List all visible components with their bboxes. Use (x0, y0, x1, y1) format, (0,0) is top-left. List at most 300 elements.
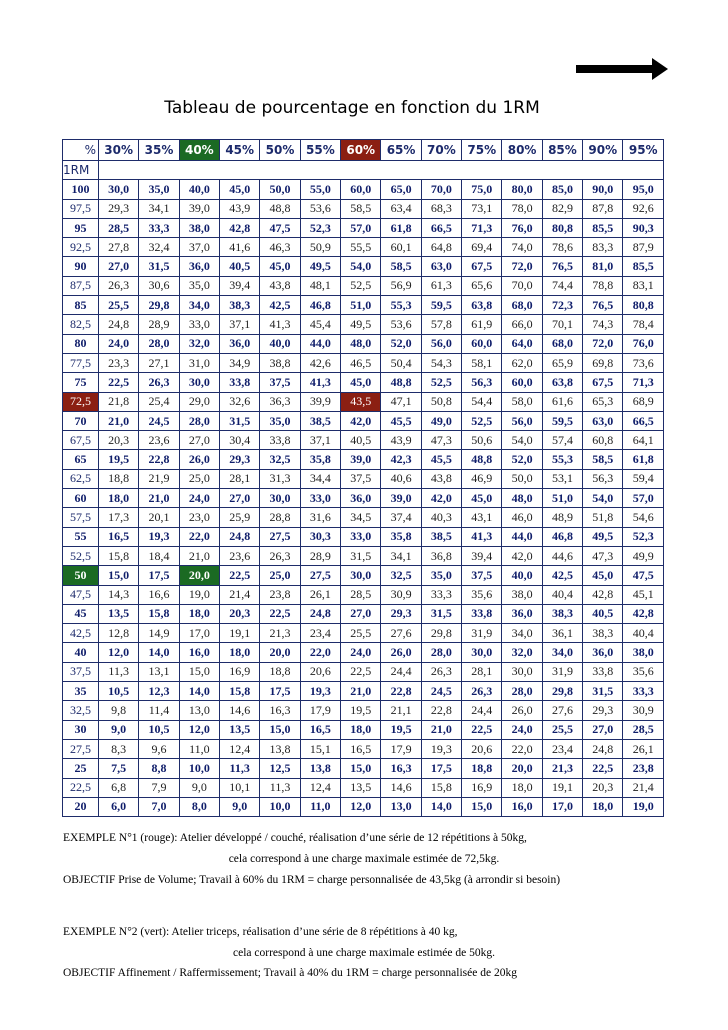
load-value: 47,5 (623, 566, 664, 585)
load-value: 50,6 (462, 431, 502, 450)
load-value: 28,0 (502, 682, 542, 701)
load-value: 65,0 (381, 180, 421, 199)
load-value: 36,8 (421, 546, 461, 565)
load-value: 30,0 (99, 180, 139, 199)
load-value: 40,5 (220, 257, 260, 276)
load-value: 34,1 (139, 199, 179, 218)
rm-value: 65 (63, 450, 99, 469)
load-value: 13,1 (139, 662, 179, 681)
load-value: 24,0 (99, 334, 139, 353)
load-value: 30,3 (300, 527, 340, 546)
table-row (63, 450, 664, 469)
rm-value: 42,5 (63, 624, 99, 643)
load-value: 45,5 (421, 450, 461, 469)
load-value: 37,4 (381, 508, 421, 527)
rm-value: 30 (63, 720, 99, 739)
rm-value: 75 (63, 373, 99, 392)
rm-value: 37,5 (63, 662, 99, 681)
load-value: 56,0 (502, 411, 542, 430)
load-value: 57,4 (542, 431, 582, 450)
table-row (63, 604, 664, 623)
load-value: 26,1 (623, 739, 664, 758)
rm-label-spacer (99, 161, 664, 180)
rm-column-label: 1RM (63, 161, 99, 180)
table-row (63, 431, 664, 450)
load-value: 26,1 (300, 585, 340, 604)
load-value: 29,3 (99, 199, 139, 218)
table-row (63, 199, 664, 218)
load-value: 18,0 (583, 797, 623, 816)
load-value: 46,8 (300, 296, 340, 315)
load-value: 32,5 (260, 450, 300, 469)
load-value: 49,9 (623, 546, 664, 565)
page-title: Tableau de pourcentage en fonction du 1RM (164, 98, 540, 118)
load-value: 21,0 (139, 489, 179, 508)
load-value: 60,8 (583, 431, 623, 450)
load-value: 9,6 (139, 739, 179, 758)
load-value: 17,0 (542, 797, 582, 816)
load-value: 30,9 (381, 585, 421, 604)
load-value: 40,3 (421, 508, 461, 527)
load-value: 42,5 (542, 566, 582, 585)
load-value: 24,4 (381, 662, 421, 681)
load-value: 90,0 (583, 180, 623, 199)
load-value: 61,8 (623, 450, 664, 469)
load-value: 70,0 (502, 276, 542, 295)
load-value: 30,0 (260, 489, 300, 508)
load-value: 22,5 (99, 373, 139, 392)
load-value: 39,0 (179, 199, 219, 218)
load-value: 19,3 (300, 682, 340, 701)
rm-value: 70 (63, 411, 99, 430)
load-value: 27,0 (341, 604, 381, 623)
load-value: 40,4 (542, 585, 582, 604)
load-value: 31,6 (300, 508, 340, 527)
load-value: 41,3 (300, 373, 340, 392)
load-value: 63,0 (421, 257, 461, 276)
load-value: 11,0 (179, 739, 219, 758)
load-value: 27,6 (542, 701, 582, 720)
load-value: 66,5 (421, 218, 461, 237)
load-value: 22,0 (502, 739, 542, 758)
load-value: 47,1 (381, 392, 421, 411)
rm-value: 32,5 (63, 701, 99, 720)
load-value: 46,8 (542, 527, 582, 546)
load-value: 72,0 (583, 334, 623, 353)
load-value: 15,0 (179, 662, 219, 681)
load-value: 85,5 (623, 257, 664, 276)
load-value: 45,0 (583, 566, 623, 585)
load-value: 68,0 (502, 296, 542, 315)
load-value: 33,8 (583, 662, 623, 681)
load-value: 20,3 (220, 604, 260, 623)
load-value: 69,8 (583, 353, 623, 372)
load-value: 80,8 (542, 218, 582, 237)
load-value: 22,8 (139, 450, 179, 469)
load-value: 27,5 (300, 566, 340, 585)
load-value: 29,8 (139, 296, 179, 315)
load-value: 23,6 (220, 546, 260, 565)
percent-header: 45% (220, 140, 260, 161)
load-value: 15,0 (462, 797, 502, 816)
load-value: 21,4 (623, 778, 664, 797)
load-value: 65,3 (583, 392, 623, 411)
load-value: 24,0 (502, 720, 542, 739)
load-value: 31,3 (260, 469, 300, 488)
load-value: 41,6 (220, 238, 260, 257)
load-value: 18,8 (99, 469, 139, 488)
load-value: 31,5 (220, 411, 260, 430)
load-value: 26,0 (179, 450, 219, 469)
load-value: 34,9 (220, 353, 260, 372)
load-value: 38,0 (623, 643, 664, 662)
load-value: 36,0 (220, 334, 260, 353)
rm-value: 92,5 (63, 238, 99, 257)
load-value: 59,5 (421, 296, 461, 315)
load-value: 15,1 (300, 739, 340, 758)
load-value: 76,0 (623, 334, 664, 353)
load-value: 78,4 (623, 315, 664, 334)
rm-value: 85 (63, 296, 99, 315)
load-value: 80,8 (623, 296, 664, 315)
load-value: 65,6 (462, 276, 502, 295)
load-value: 68,0 (542, 334, 582, 353)
rm-value: 25 (63, 759, 99, 778)
load-value: 48,9 (542, 508, 582, 527)
load-value: 38,3 (542, 604, 582, 623)
load-value: 22,5 (220, 566, 260, 585)
rm-value: 77,5 (63, 353, 99, 372)
load-value: 26,3 (139, 373, 179, 392)
load-value: 37,1 (220, 315, 260, 334)
load-value: 70,1 (542, 315, 582, 334)
load-value: 39,0 (341, 450, 381, 469)
load-value: 16,6 (139, 585, 179, 604)
load-value: 35,6 (462, 585, 502, 604)
rm-value: 55 (63, 527, 99, 546)
load-value: 26,0 (381, 643, 421, 662)
load-value: 19,5 (99, 450, 139, 469)
example-1-line-2: cela correspond à une charge maximale estimée de 72,5kg. (228, 853, 500, 865)
rm-value: 50 (63, 566, 99, 585)
load-value: 19,1 (542, 778, 582, 797)
load-value: 33,0 (179, 315, 219, 334)
load-value: 21,0 (341, 682, 381, 701)
load-value: 52,5 (421, 373, 461, 392)
rm-value: 60 (63, 489, 99, 508)
load-value: 12,0 (179, 720, 219, 739)
load-value: 11,0 (300, 797, 340, 816)
load-value: 52,3 (300, 218, 340, 237)
table-row (63, 527, 664, 546)
rm-value: 80 (63, 334, 99, 353)
load-value: 45,0 (220, 180, 260, 199)
rm-value: 47,5 (63, 585, 99, 604)
load-value: 64,1 (623, 431, 664, 450)
load-value: 17,0 (179, 624, 219, 643)
load-value: 25,5 (542, 720, 582, 739)
load-value: 34,4 (300, 469, 340, 488)
load-value: 22,8 (421, 701, 461, 720)
load-value: 61,8 (381, 218, 421, 237)
load-value: 43,1 (462, 508, 502, 527)
load-value: 42,8 (623, 604, 664, 623)
load-value: 64,8 (421, 238, 461, 257)
load-value: 16,5 (99, 527, 139, 546)
load-value: 28,5 (99, 218, 139, 237)
load-value: 35,0 (139, 180, 179, 199)
load-value: 85,0 (542, 180, 582, 199)
rm-value: 20 (63, 797, 99, 816)
load-value: 48,0 (502, 489, 542, 508)
load-value: 51,0 (542, 489, 582, 508)
load-value: 33,0 (300, 489, 340, 508)
load-value: 44,0 (502, 527, 542, 546)
table-row (63, 662, 664, 681)
load-value: 34,0 (502, 624, 542, 643)
load-value: 43,5 (341, 392, 381, 411)
load-value: 28,0 (139, 334, 179, 353)
percent-header: 55% (300, 140, 340, 161)
load-value: 31,9 (462, 624, 502, 643)
load-value: 61,6 (542, 392, 582, 411)
load-value: 29,3 (583, 701, 623, 720)
load-value: 53,1 (542, 469, 582, 488)
load-value: 56,9 (381, 276, 421, 295)
load-value: 29,0 (179, 392, 219, 411)
load-value: 45,0 (341, 373, 381, 392)
load-value: 61,9 (462, 315, 502, 334)
load-value: 21,4 (220, 585, 260, 604)
load-value: 14,0 (179, 682, 219, 701)
load-value: 19,0 (623, 797, 664, 816)
table-row (63, 797, 664, 816)
load-value: 32,0 (179, 334, 219, 353)
load-value: 31,5 (139, 257, 179, 276)
table-row (63, 392, 664, 411)
load-value: 19,5 (381, 720, 421, 739)
table-row (63, 218, 664, 237)
load-value: 11,4 (139, 701, 179, 720)
load-value: 46,9 (462, 469, 502, 488)
load-value: 19,0 (179, 585, 219, 604)
load-value: 54,0 (341, 257, 381, 276)
load-value: 18,0 (99, 489, 139, 508)
load-value: 57,0 (623, 489, 664, 508)
percent-header: 75% (462, 140, 502, 161)
load-value: 26,3 (462, 682, 502, 701)
load-value: 83,3 (583, 238, 623, 257)
load-value: 36,1 (542, 624, 582, 643)
load-value: 16,3 (381, 759, 421, 778)
rm-value: 62,5 (63, 469, 99, 488)
load-value: 33,8 (260, 431, 300, 450)
load-value: 30,0 (341, 566, 381, 585)
load-value: 59,4 (623, 469, 664, 488)
load-value: 23,6 (139, 431, 179, 450)
load-value: 74,3 (583, 315, 623, 334)
load-value: 56,0 (421, 334, 461, 353)
table-row (63, 373, 664, 392)
load-value: 45,1 (623, 585, 664, 604)
load-value: 56,3 (583, 469, 623, 488)
table-row (63, 469, 664, 488)
load-value: 92,6 (623, 199, 664, 218)
load-value: 36,0 (179, 257, 219, 276)
load-value: 72,0 (502, 257, 542, 276)
table-row (63, 720, 664, 739)
load-value: 35,8 (381, 527, 421, 546)
load-value: 27,8 (99, 238, 139, 257)
load-value: 64,0 (502, 334, 542, 353)
rm-value: 57,5 (63, 508, 99, 527)
load-value: 15,8 (421, 778, 461, 797)
load-value: 37,5 (341, 469, 381, 488)
load-value: 52,5 (341, 276, 381, 295)
load-value: 58,5 (341, 199, 381, 218)
table-row (63, 701, 664, 720)
load-value: 60,0 (341, 180, 381, 199)
load-value: 23,4 (300, 624, 340, 643)
load-value: 65,9 (542, 353, 582, 372)
load-value: 31,5 (341, 546, 381, 565)
load-value: 78,8 (583, 276, 623, 295)
load-value: 31,9 (542, 662, 582, 681)
rm-value: 72,5 (63, 392, 99, 411)
load-value: 47,5 (260, 218, 300, 237)
load-value: 19,3 (139, 527, 179, 546)
load-value: 30,6 (139, 276, 179, 295)
load-value: 22,5 (583, 759, 623, 778)
load-value: 24,5 (139, 411, 179, 430)
load-value: 81,0 (583, 257, 623, 276)
load-value: 29,8 (542, 682, 582, 701)
load-value: 18,4 (139, 546, 179, 565)
load-value: 20,3 (583, 778, 623, 797)
load-value: 59,5 (542, 411, 582, 430)
load-value: 6,0 (99, 797, 139, 816)
load-value: 21,3 (260, 624, 300, 643)
load-value: 30,0 (462, 643, 502, 662)
table-row (63, 334, 664, 353)
load-value: 13,0 (179, 701, 219, 720)
load-value: 42,8 (220, 218, 260, 237)
load-value: 22,0 (179, 527, 219, 546)
load-value: 7,5 (99, 759, 139, 778)
example-2-line-1: EXEMPLE N°2 (vert): Atelier triceps, réalisation d’une série de 8 répétitions à 40 kg, (63, 926, 458, 938)
load-value: 32,6 (220, 392, 260, 411)
load-value: 32,5 (381, 566, 421, 585)
load-value: 26,3 (421, 662, 461, 681)
load-value: 87,8 (583, 199, 623, 218)
load-value: 26,3 (99, 276, 139, 295)
percent-header-highlight-red: 60% (341, 140, 381, 161)
load-value: 29,8 (421, 624, 461, 643)
load-value: 40,6 (381, 469, 421, 488)
load-value: 66,5 (623, 411, 664, 430)
load-value: 74,4 (542, 276, 582, 295)
load-value: 34,1 (381, 546, 421, 565)
load-value: 56,3 (462, 373, 502, 392)
load-value: 11,3 (220, 759, 260, 778)
load-value: 40,0 (502, 566, 542, 585)
load-value: 23,8 (623, 759, 664, 778)
load-value: 53,6 (381, 315, 421, 334)
load-value: 16,0 (502, 797, 542, 816)
load-value: 24,4 (462, 701, 502, 720)
percent-header: 35% (139, 140, 179, 161)
load-value: 14,6 (381, 778, 421, 797)
load-value: 76,0 (502, 218, 542, 237)
load-value: 52,5 (462, 411, 502, 430)
load-value: 25,4 (139, 392, 179, 411)
load-value: 37,1 (300, 431, 340, 450)
load-value: 42,0 (421, 489, 461, 508)
load-value: 20,1 (139, 508, 179, 527)
load-value: 61,3 (421, 276, 461, 295)
load-value: 40,4 (623, 624, 664, 643)
load-value: 28,5 (341, 585, 381, 604)
load-value: 43,8 (421, 469, 461, 488)
load-value: 17,5 (421, 759, 461, 778)
load-value: 43,9 (220, 199, 260, 218)
load-value: 16,0 (179, 643, 219, 662)
load-value: 24,8 (220, 527, 260, 546)
load-value: 12,0 (99, 643, 139, 662)
load-value: 16,9 (220, 662, 260, 681)
load-value: 38,5 (300, 411, 340, 430)
load-value: 20,0 (179, 566, 219, 585)
rm-value: 82,5 (63, 315, 99, 334)
example-1-line-1: EXEMPLE N°1 (rouge): Atelier développé / couché, réalisation d’une série de 12 répétitions à 50kg, (63, 832, 527, 844)
load-value: 38,3 (220, 296, 260, 315)
load-value: 83,1 (623, 276, 664, 295)
load-value: 22,0 (300, 643, 340, 662)
rm-value: 22,5 (63, 778, 99, 797)
load-value: 8,3 (99, 739, 139, 758)
load-value: 39,0 (381, 489, 421, 508)
load-value: 24,8 (583, 739, 623, 758)
load-value: 47,3 (421, 431, 461, 450)
rm-value: 52,5 (63, 546, 99, 565)
table-row (63, 546, 664, 565)
load-value: 13,5 (341, 778, 381, 797)
load-value: 10,0 (260, 797, 300, 816)
load-value: 25,0 (179, 469, 219, 488)
load-value: 45,0 (462, 489, 502, 508)
load-value: 66,0 (502, 315, 542, 334)
load-value: 15,0 (99, 566, 139, 585)
load-value: 17,5 (260, 682, 300, 701)
load-value: 22,5 (260, 604, 300, 623)
load-value: 55,5 (341, 238, 381, 257)
example-2-line-3: OBJECTIF Affinement / Raffermissement; Travail à 40% du 1RM = charge personnalisée de 20kg (63, 967, 517, 979)
load-value: 95,0 (623, 180, 664, 199)
rm-value: 100 (63, 180, 99, 199)
load-value: 38,3 (583, 624, 623, 643)
load-value: 28,5 (623, 720, 664, 739)
load-value: 48,1 (300, 276, 340, 295)
load-value: 17,9 (300, 701, 340, 720)
load-value: 48,8 (260, 199, 300, 218)
load-value: 58,1 (462, 353, 502, 372)
load-value: 25,9 (220, 508, 260, 527)
load-value: 14,0 (139, 643, 179, 662)
load-value: 85,5 (583, 218, 623, 237)
table-row (63, 296, 664, 315)
load-value: 76,5 (542, 257, 582, 276)
load-value: 34,5 (341, 508, 381, 527)
